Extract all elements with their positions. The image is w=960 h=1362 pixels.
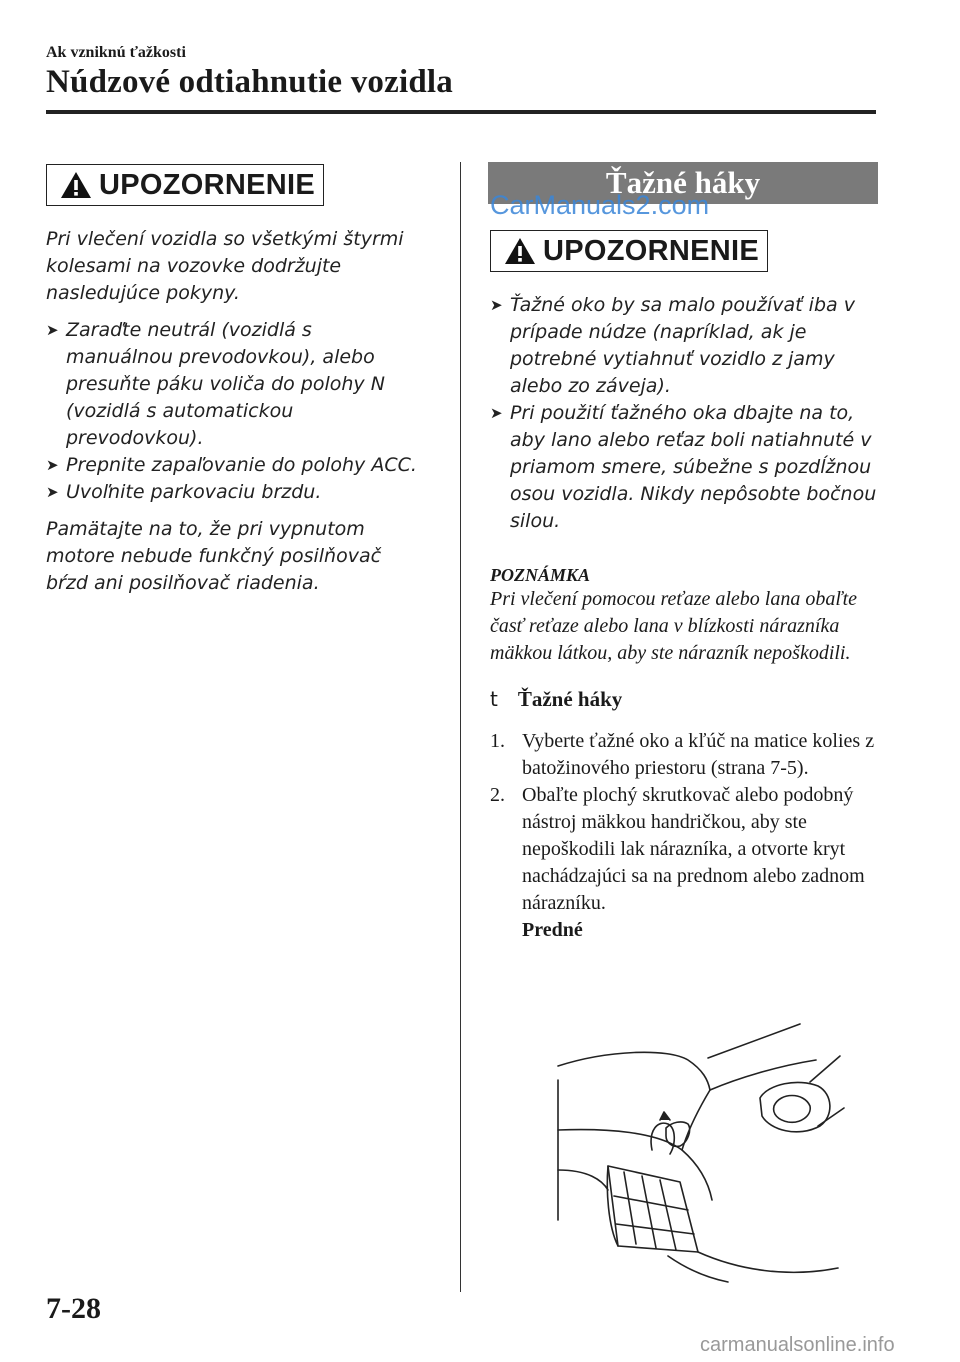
warning-bullets [46, 317, 422, 506]
warning-label: UPOZORNENIE [543, 234, 759, 267]
warning-box-right [490, 230, 768, 272]
list-item: ➤ Prepnite zapaľovanie do polohy ACC. [46, 452, 422, 479]
list-item: 1. Vyberte ťažné oko a kľúč na matice kolies z batožinového priestoru (strana 7-5). [490, 730, 875, 779]
warning-intro: Pri vlečení vozidla so všetkými štyrmi kolesami na vozovke dodržujte nasledujúce pokyny. [46, 228, 404, 304]
arrow-right-icon: ➤ [490, 296, 503, 314]
arrow-right-icon: ➤ [490, 404, 503, 422]
subheading: t Ťažné háky [490, 687, 623, 711]
arrow-right-icon: ➤ [46, 456, 59, 474]
column-divider [460, 162, 461, 1292]
title-divider [46, 110, 876, 114]
right-column [490, 230, 878, 944]
footer-site: carmanualsonline.info [700, 1334, 895, 1356]
note-text: Pri vlečení pomocou reťaze alebo lana obaľte časť reťaze alebo lana v blízkosti nárazníka mäkkou látkou, aby ste nárazník nepoškodili. [490, 588, 858, 664]
warning-label: UPOZORNENIE [99, 168, 315, 201]
arrow-right-icon: ➤ [46, 483, 59, 501]
warning-box-left [46, 164, 324, 206]
warning-triangle-icon [503, 236, 537, 266]
list-item: ➤ Ťažné oko by sa malo používať iba v prípade núdze (napríklad, ak je potrebné vytiahnuť vozidlo z jamy alebo zo záveja). [490, 294, 855, 397]
page-number: 7-28 [46, 1292, 101, 1325]
list-item: ➤ Zaraďte neutrál (vozidlá s manuálnou prevodovkou), alebo presuňte páku voliča do polohy N (vozidlá s automatickou prevodovkou). [46, 319, 385, 449]
list-item: ➤ Uvoľnite parkovaciu brzdu. [46, 479, 422, 506]
note-block [490, 565, 878, 667]
arrow-right-icon: ➤ [46, 321, 59, 339]
page-title: Núdzové odtiahnutie vozidla [46, 64, 453, 100]
steps-list [490, 728, 878, 917]
note-title: POZNÁMKA [490, 565, 591, 585]
chapter-label: Ak vzniknú ťažkosti [46, 44, 186, 61]
section-title-banner: Ťažné háky [488, 162, 878, 204]
warning-triangle-icon [59, 170, 93, 200]
front-bumper-illustration [548, 1020, 848, 1288]
watermark-text: CarManuals2.com [490, 190, 710, 220]
warning-bullets [490, 292, 878, 535]
list-item: 2. Obaľte plochý skrutkovač alebo podobný nástroj mäkkou handričkou, aby ste nepoškodili lak nárazníka, a otvorte kryt nachádzajúci sa na prednom alebo zadnom nárazníku. [490, 784, 865, 914]
step-label: Predné [522, 919, 583, 941]
subheading-marker: t [490, 687, 498, 711]
left-column [46, 164, 422, 607]
warning-closing: Pamätajte na to, že pri vypnutom motore nebude funkčný posilňovač bŕzd ani posilňovač riadenia. [46, 518, 382, 594]
list-item: ➤ Pri použití ťažného oka dbajte na to, aby lano alebo reťaz boli natiahnuté v priamom smere, súbežne s pozdĺžnou osou vozidla. Nikdy nepôsobte bočnou silou. [490, 402, 877, 532]
